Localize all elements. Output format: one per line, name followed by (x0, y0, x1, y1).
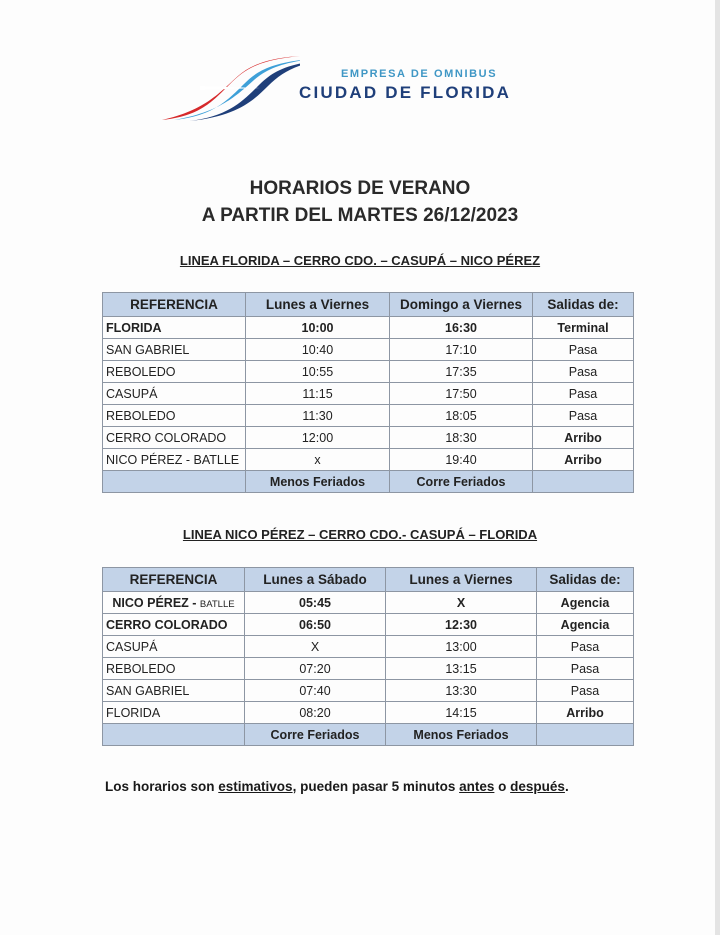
column-header: Salidas de: (533, 293, 634, 317)
departure-type: Pasa (533, 339, 634, 361)
page-edge (715, 0, 720, 935)
time-cell: 17:35 (390, 361, 533, 383)
table-footer-row (103, 724, 634, 746)
column-header: Domingo a Viernes (390, 293, 533, 317)
footer-cell (537, 724, 634, 746)
time-cell: 11:30 (246, 405, 390, 427)
page-subtitle-date: A PARTIR DEL MARTES 26/12/2023 (201, 205, 519, 226)
holiday-note: Menos Feriados (386, 724, 537, 746)
departure-type: Pasa (533, 405, 634, 427)
departure-type: Arribo (533, 449, 634, 471)
note-text: , pueden pasar 5 minutos (292, 779, 460, 794)
departure-type: Arribo (537, 702, 634, 724)
stop-name: SAN GABRIEL (103, 680, 245, 702)
stop-name-suffix: BATLLE (199, 598, 235, 610)
footer-cell (533, 471, 634, 493)
time-cell: 12:30 (386, 614, 537, 636)
holiday-note: Corre Feriados (245, 724, 386, 746)
company-subtitle: EMPRESA DE OMNIBUS (341, 68, 498, 80)
stop-name (103, 592, 245, 614)
holiday-note: Corre Feriados (390, 471, 533, 493)
time-cell: 07:40 (245, 680, 386, 702)
table-row (103, 405, 634, 427)
departure-type: Pasa (533, 361, 634, 383)
departure-type: Arribo (533, 427, 634, 449)
stop-name: NICO PÉREZ - BATLLE (103, 449, 246, 471)
column-header: Salidas de: (537, 568, 634, 592)
table-header-row (103, 568, 634, 592)
table-row (103, 636, 634, 658)
departure-type: Terminal (533, 317, 634, 339)
time-cell: 06:50 (245, 614, 386, 636)
departure-type: Pasa (533, 383, 634, 405)
time-cell: 10:40 (246, 339, 390, 361)
disclaimer-note (105, 779, 569, 794)
time-cell: 17:50 (390, 383, 533, 405)
table-header-row (103, 293, 634, 317)
time-cell: 10:00 (246, 317, 390, 339)
table-footer-row (103, 471, 634, 493)
table-row (103, 614, 634, 636)
swoosh-logo-icon (160, 50, 300, 125)
table-row (103, 658, 634, 680)
time-cell: 18:30 (390, 427, 533, 449)
schedule-table-2 (102, 567, 634, 746)
route-title-2: LINEA NICO PÉREZ – CERRO CDO.- CASUPÁ – FLORIDA (182, 527, 538, 542)
table-row (103, 339, 634, 361)
footer-cell (103, 471, 246, 493)
time-cell: 13:15 (386, 658, 537, 680)
stop-name: REBOLEDO (103, 658, 245, 680)
note-emphasis: antes (459, 779, 495, 794)
stop-name: SAN GABRIEL (103, 339, 246, 361)
column-header: Lunes a Sábado (245, 568, 386, 592)
table-row (103, 383, 634, 405)
table-row (103, 592, 634, 614)
departure-type: Pasa (537, 636, 634, 658)
time-cell: 16:30 (390, 317, 533, 339)
stop-name: CASUPÁ (103, 383, 246, 405)
company-name: CIUDAD DE FLORIDA (299, 83, 512, 102)
time-cell: 18:05 (390, 405, 533, 427)
table-row (103, 702, 634, 724)
route-title-1: LINEA FLORIDA – CERRO CDO. – CASUPÁ – NICO PÉREZ (179, 253, 541, 268)
column-header: Lunes a Viernes (386, 568, 537, 592)
time-cell: 13:00 (386, 636, 537, 658)
table-row (103, 361, 634, 383)
time-cell: 14:15 (386, 702, 537, 724)
time-cell: 19:40 (390, 449, 533, 471)
stop-name: CERRO COLORADO (103, 614, 245, 636)
stop-name: CASUPÁ (103, 636, 245, 658)
note-emphasis: estimativos (218, 779, 293, 794)
stop-name-main: NICO PÉREZ - (112, 595, 200, 610)
page-title: HORARIOS DE VERANO (249, 178, 471, 199)
note-text: . (564, 779, 569, 794)
schedule-table-1 (102, 292, 634, 493)
table-row (103, 317, 634, 339)
time-cell: 10:55 (246, 361, 390, 383)
table-row (103, 449, 634, 471)
column-header: Lunes a Viernes (246, 293, 390, 317)
column-header: REFERENCIA (103, 568, 245, 592)
time-cell: x (246, 449, 390, 471)
stop-name: FLORIDA (103, 702, 245, 724)
stop-name: CERRO COLORADO (103, 427, 246, 449)
time-cell: 17:10 (390, 339, 533, 361)
time-cell: 13:30 (386, 680, 537, 702)
note-text: o (494, 779, 511, 794)
stop-name: REBOLEDO (103, 361, 246, 383)
time-cell: 08:20 (245, 702, 386, 724)
time-cell: 12:00 (246, 427, 390, 449)
departure-type: Agencia (537, 614, 634, 636)
holiday-note: Menos Feriados (246, 471, 390, 493)
stop-name: REBOLEDO (103, 405, 246, 427)
departure-type: Pasa (537, 658, 634, 680)
time-cell: X (245, 636, 386, 658)
table-row (103, 427, 634, 449)
departure-type: Agencia (537, 592, 634, 614)
footer-cell (103, 724, 245, 746)
note-text: Los horarios son (105, 779, 219, 794)
departure-type: Pasa (537, 680, 634, 702)
time-cell: 11:15 (246, 383, 390, 405)
time-cell: X (386, 592, 537, 614)
company-logo (160, 50, 560, 125)
time-cell: 05:45 (245, 592, 386, 614)
note-emphasis: después (510, 779, 565, 794)
table-row (103, 680, 634, 702)
column-header: REFERENCIA (103, 293, 246, 317)
stop-name: FLORIDA (103, 317, 246, 339)
time-cell: 07:20 (245, 658, 386, 680)
